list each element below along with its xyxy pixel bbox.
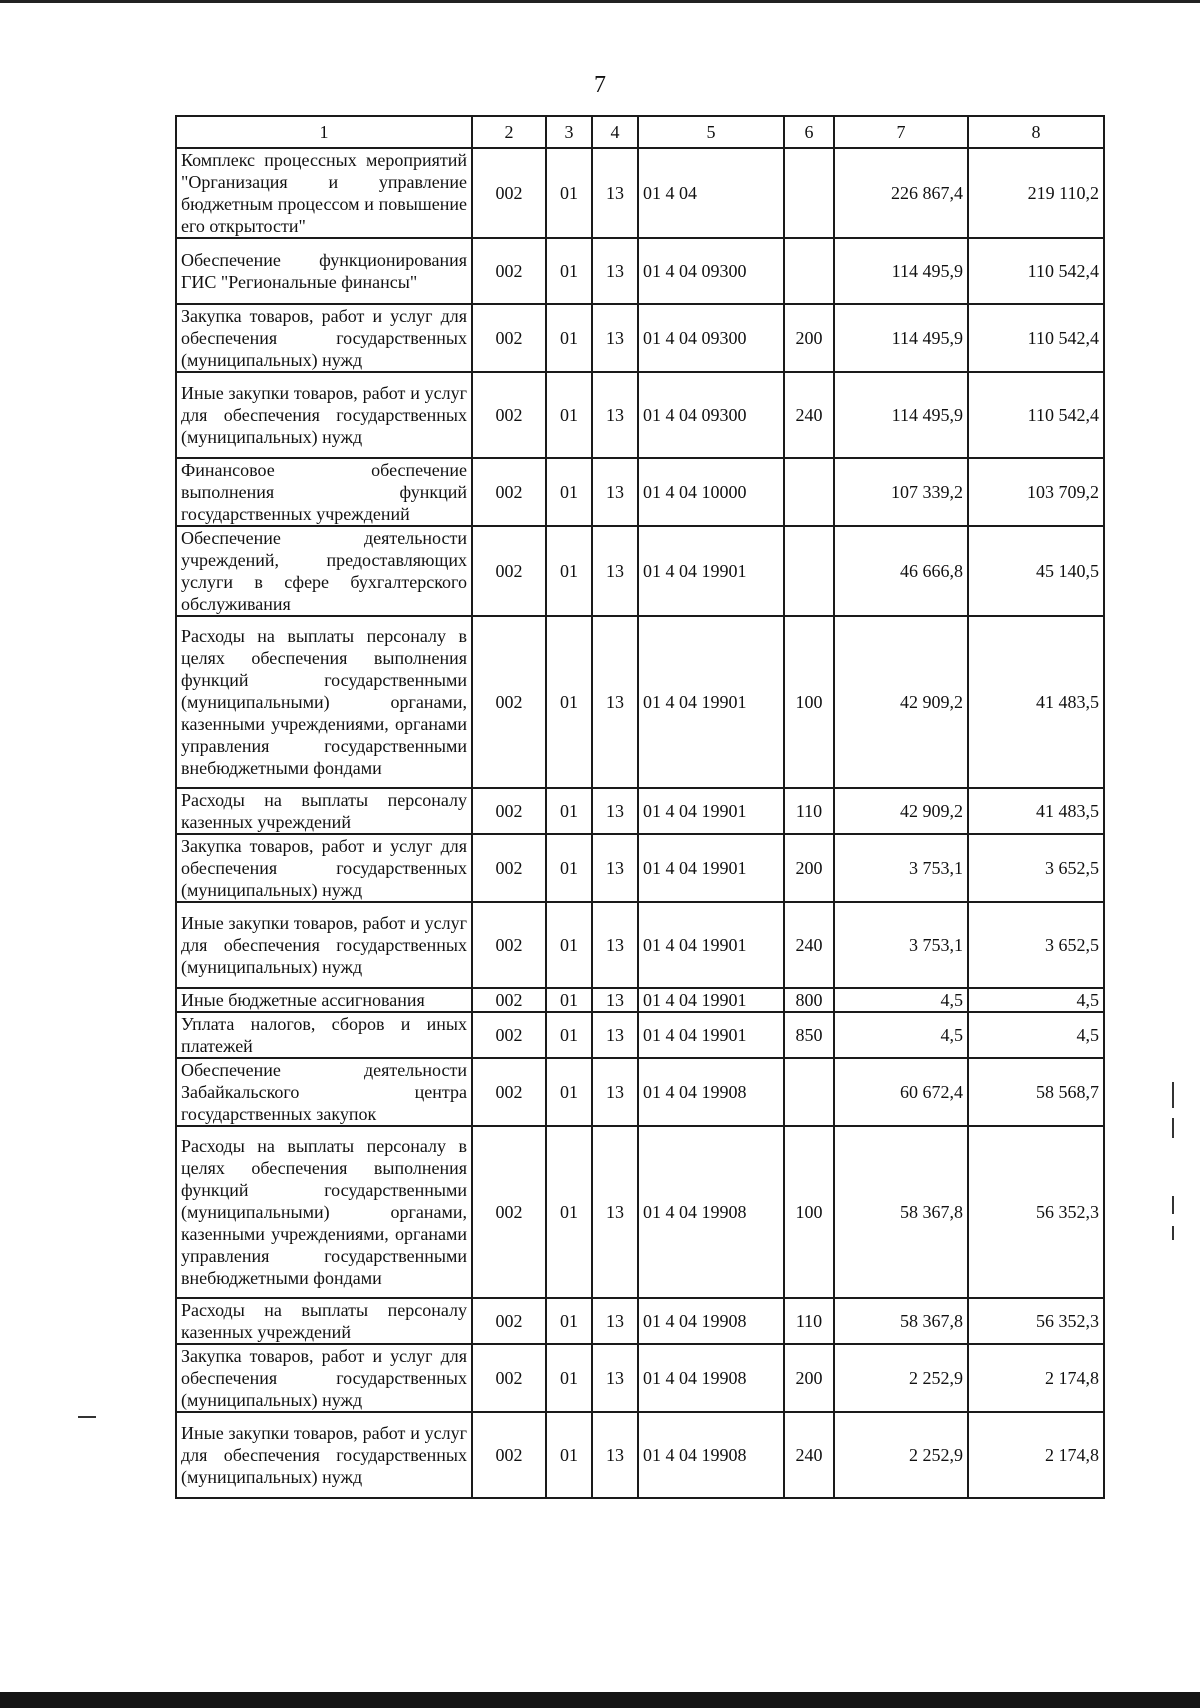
cell-col-6: 240 (784, 372, 834, 458)
cell-col-3: 01 (546, 834, 592, 902)
cell-col-6 (784, 526, 834, 616)
margin-mark (1172, 1196, 1174, 1214)
cell-col-6: 200 (784, 304, 834, 372)
cell-col-5: 01 4 04 (638, 148, 784, 238)
cell-col-2: 002 (472, 616, 546, 788)
table-row (176, 1412, 1104, 1498)
cell-col-8: 45 140,5 (968, 526, 1104, 616)
table-row (176, 616, 1104, 788)
cell-col-5: 01 4 04 19908 (638, 1344, 784, 1412)
cell-col-7: 107 339,2 (834, 458, 968, 526)
table-row (176, 372, 1104, 458)
cell-col-2: 002 (472, 1126, 546, 1298)
cell-col-4: 13 (592, 1058, 638, 1126)
cell-col-3: 01 (546, 1126, 592, 1298)
cell-col-2: 002 (472, 834, 546, 902)
budget-table (175, 115, 1105, 1499)
cell-col-5: 01 4 04 19908 (638, 1126, 784, 1298)
header-row (176, 116, 1104, 148)
cell-col-5: 01 4 04 19901 (638, 902, 784, 988)
column-header: 5 (638, 116, 784, 148)
cell-col-7: 114 495,9 (834, 304, 968, 372)
cell-col-6: 110 (784, 1298, 834, 1344)
cell-col-7: 58 367,8 (834, 1298, 968, 1344)
cell-col-4: 13 (592, 238, 638, 304)
cell-col-7: 4,5 (834, 988, 968, 1012)
cell-name: Закупка товаров, работ и услуг для обеспечения государственных (муниципальных) нужд (176, 834, 472, 902)
column-header: 1 (176, 116, 472, 148)
cell-col-5: 01 4 04 19901 (638, 834, 784, 902)
cell-col-3: 01 (546, 238, 592, 304)
cell-name: Расходы на выплаты персоналу казенных учреждений (176, 1298, 472, 1344)
cell-col-7: 114 495,9 (834, 372, 968, 458)
cell-col-8: 4,5 (968, 1012, 1104, 1058)
cell-col-2: 002 (472, 1412, 546, 1498)
cell-name: Обеспечение деятельности учреждений, предоставляющих услуги в сфере бухгалтерского обслуживания (176, 526, 472, 616)
cell-col-5: 01 4 04 09300 (638, 238, 784, 304)
cell-col-6: 200 (784, 834, 834, 902)
cell-col-7: 2 252,9 (834, 1412, 968, 1498)
cell-col-2: 002 (472, 902, 546, 988)
cell-col-4: 13 (592, 988, 638, 1012)
table-row (176, 834, 1104, 902)
cell-name: Иные закупки товаров, работ и услуг для обеспечения государственных (муниципальных) нужд (176, 372, 472, 458)
cell-col-5: 01 4 04 09300 (638, 372, 784, 458)
cell-col-6 (784, 148, 834, 238)
table-row (176, 1298, 1104, 1344)
bottom-scan-edge (0, 1692, 1200, 1708)
cell-col-2: 002 (472, 304, 546, 372)
table-row (176, 1126, 1104, 1298)
cell-col-5: 01 4 04 19901 (638, 1012, 784, 1058)
margin-mark (1172, 1082, 1174, 1108)
cell-col-8: 110 542,4 (968, 372, 1104, 458)
cell-col-4: 13 (592, 788, 638, 834)
cell-col-8: 3 652,5 (968, 902, 1104, 988)
cell-name: Иные закупки товаров, работ и услуг для обеспечения государственных (муниципальных) нужд (176, 902, 472, 988)
cell-col-4: 13 (592, 902, 638, 988)
page-number: 7 (594, 72, 606, 98)
cell-col-6: 200 (784, 1344, 834, 1412)
cell-col-4: 13 (592, 372, 638, 458)
cell-col-2: 002 (472, 988, 546, 1012)
cell-col-8: 41 483,5 (968, 616, 1104, 788)
cell-col-4: 13 (592, 1126, 638, 1298)
cell-col-7: 46 666,8 (834, 526, 968, 616)
cell-name: Расходы на выплаты персоналу в целях обеспечения выполнения функций государственными (муниципальными) органами, казенными учреждениями, органами управления государственными внебюджетными фондами (176, 616, 472, 788)
cell-col-2: 002 (472, 1012, 546, 1058)
cell-col-6: 800 (784, 988, 834, 1012)
cell-name: Иные закупки товаров, работ и услуг для обеспечения государственных (муниципальных) нужд (176, 1412, 472, 1498)
cell-name: Финансовое обеспечение выполнения функций государственных учреждений (176, 458, 472, 526)
cell-col-6 (784, 1058, 834, 1126)
table-row (176, 526, 1104, 616)
cell-col-8: 2 174,8 (968, 1344, 1104, 1412)
cell-name: Иные бюджетные ассигнования (176, 988, 472, 1012)
column-header: 2 (472, 116, 546, 148)
cell-col-4: 13 (592, 1412, 638, 1498)
cell-col-2: 002 (472, 1344, 546, 1412)
table-row (176, 788, 1104, 834)
cell-col-8: 2 174,8 (968, 1412, 1104, 1498)
cell-col-3: 01 (546, 458, 592, 526)
cell-col-7: 2 252,9 (834, 1344, 968, 1412)
cell-col-2: 002 (472, 372, 546, 458)
cell-col-5: 01 4 04 19901 (638, 988, 784, 1012)
column-header: 6 (784, 116, 834, 148)
cell-col-3: 01 (546, 1298, 592, 1344)
cell-col-8: 3 652,5 (968, 834, 1104, 902)
cell-col-4: 13 (592, 526, 638, 616)
table-row (176, 1012, 1104, 1058)
cell-col-8: 219 110,2 (968, 148, 1104, 238)
cell-col-8: 58 568,7 (968, 1058, 1104, 1126)
cell-col-3: 01 (546, 1058, 592, 1126)
margin-mark (1172, 1226, 1174, 1240)
cell-col-4: 13 (592, 148, 638, 238)
cell-col-5: 01 4 04 19908 (638, 1298, 784, 1344)
table-row (176, 902, 1104, 988)
cell-col-6: 100 (784, 1126, 834, 1298)
cell-name: Обеспечение деятельности Забайкальского центра государственных закупок (176, 1058, 472, 1126)
cell-col-6: 100 (784, 616, 834, 788)
cell-col-4: 13 (592, 616, 638, 788)
cell-col-3: 01 (546, 988, 592, 1012)
cell-col-8: 110 542,4 (968, 238, 1104, 304)
margin-mark (78, 1416, 96, 1418)
cell-name: Комплекс процессных мероприятий "Организация и управление бюджетным процессом и повышение его открытости" (176, 148, 472, 238)
table-row (176, 1058, 1104, 1126)
cell-col-8: 4,5 (968, 988, 1104, 1012)
cell-col-2: 002 (472, 148, 546, 238)
cell-col-6: 240 (784, 1412, 834, 1498)
cell-col-6: 110 (784, 788, 834, 834)
cell-col-3: 01 (546, 616, 592, 788)
cell-col-3: 01 (546, 788, 592, 834)
table-row (176, 304, 1104, 372)
table-row (176, 458, 1104, 526)
cell-col-4: 13 (592, 834, 638, 902)
cell-name: Закупка товаров, работ и услуг для обеспечения государственных (муниципальных) нужд (176, 1344, 472, 1412)
cell-name: Расходы на выплаты персоналу казенных учреждений (176, 788, 472, 834)
cell-col-2: 002 (472, 458, 546, 526)
cell-col-3: 01 (546, 148, 592, 238)
table-row (176, 148, 1104, 238)
column-header: 8 (968, 116, 1104, 148)
margin-mark (1172, 1118, 1174, 1138)
cell-col-5: 01 4 04 10000 (638, 458, 784, 526)
cell-col-5: 01 4 04 19901 (638, 616, 784, 788)
cell-col-5: 01 4 04 19908 (638, 1412, 784, 1498)
cell-col-5: 01 4 04 09300 (638, 304, 784, 372)
table-row (176, 238, 1104, 304)
cell-name: Закупка товаров, работ и услуг для обеспечения государственных (муниципальных) нужд (176, 304, 472, 372)
column-header: 4 (592, 116, 638, 148)
cell-col-4: 13 (592, 304, 638, 372)
cell-col-4: 13 (592, 458, 638, 526)
cell-col-2: 002 (472, 1058, 546, 1126)
cell-name: Уплата налогов, сборов и иных платежей (176, 1012, 472, 1058)
cell-col-5: 01 4 04 19908 (638, 1058, 784, 1126)
cell-col-7: 60 672,4 (834, 1058, 968, 1126)
column-header: 7 (834, 116, 968, 148)
cell-col-8: 56 352,3 (968, 1126, 1104, 1298)
cell-col-4: 13 (592, 1298, 638, 1344)
cell-col-8: 110 542,4 (968, 304, 1104, 372)
cell-col-7: 114 495,9 (834, 238, 968, 304)
cell-col-6: 850 (784, 1012, 834, 1058)
cell-col-7: 58 367,8 (834, 1126, 968, 1298)
cell-col-5: 01 4 04 19901 (638, 526, 784, 616)
cell-col-8: 41 483,5 (968, 788, 1104, 834)
cell-col-4: 13 (592, 1012, 638, 1058)
cell-col-3: 01 (546, 526, 592, 616)
top-scan-edge (0, 0, 1200, 3)
cell-name: Расходы на выплаты персоналу в целях обеспечения выполнения функций государственными (муниципальными) органами, казенными учреждениями, органами управления государственными внебюджетными фондами (176, 1126, 472, 1298)
table-row (176, 988, 1104, 1012)
cell-col-7: 42 909,2 (834, 616, 968, 788)
cell-col-4: 13 (592, 1344, 638, 1412)
cell-col-7: 3 753,1 (834, 834, 968, 902)
cell-col-8: 56 352,3 (968, 1298, 1104, 1344)
cell-name: Обеспечение функционирования ГИС "Региональные финансы" (176, 238, 472, 304)
cell-col-7: 3 753,1 (834, 902, 968, 988)
cell-col-3: 01 (546, 1412, 592, 1498)
cell-col-7: 4,5 (834, 1012, 968, 1058)
cell-col-2: 002 (472, 238, 546, 304)
cell-col-3: 01 (546, 1012, 592, 1058)
cell-col-6 (784, 458, 834, 526)
cell-col-3: 01 (546, 1344, 592, 1412)
cell-col-6 (784, 238, 834, 304)
cell-col-2: 002 (472, 788, 546, 834)
column-header: 3 (546, 116, 592, 148)
cell-col-3: 01 (546, 304, 592, 372)
table-row (176, 1344, 1104, 1412)
cell-col-2: 002 (472, 1298, 546, 1344)
cell-col-6: 240 (784, 902, 834, 988)
cell-col-3: 01 (546, 372, 592, 458)
cell-col-8: 103 709,2 (968, 458, 1104, 526)
cell-col-3: 01 (546, 902, 592, 988)
cell-col-2: 002 (472, 526, 546, 616)
cell-col-5: 01 4 04 19901 (638, 788, 784, 834)
cell-col-7: 42 909,2 (834, 788, 968, 834)
cell-col-7: 226 867,4 (834, 148, 968, 238)
